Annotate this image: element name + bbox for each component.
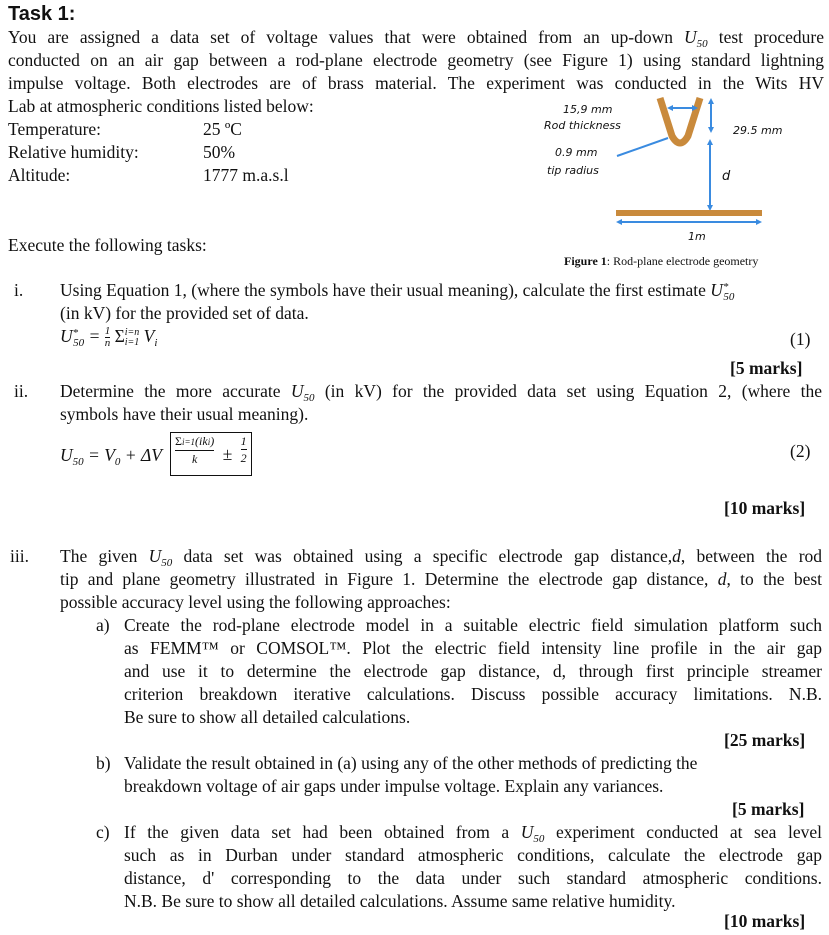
tip-radius-label: tip radius <box>547 164 599 177</box>
condition-temperature-value: 25 ºC <box>203 119 242 139</box>
eq-2-number: (2) <box>790 441 811 461</box>
plane-arrow-left <box>616 219 622 225</box>
u50-star-symbol: $U^*_{50}$ <box>710 280 735 303</box>
figure-caption: Figure 1: Rod-plane electrode geometry <box>564 254 759 268</box>
condition-temperature-label: Temperature: <box>8 119 102 139</box>
equation-1: $U^*_{50}$ = 1 n Σi=n i=1 $V_i$ <box>60 325 158 350</box>
gap-label: d <box>722 169 731 184</box>
item-iii-text-e: , to the best <box>726 569 823 589</box>
intro-text-1: You are assigned a data set of voltage values that were obtained from an up-down <box>8 27 673 47</box>
task-title: Task 1: <box>8 3 76 25</box>
gap-arrow-head-up <box>707 139 713 145</box>
item-iii-line3: possible accuracy level using the following approaches: <box>60 592 451 612</box>
item-iii-a-line5: Be sure to show all detailed calculations. <box>124 707 411 727</box>
item-ii-numeral: ii. <box>14 381 29 401</box>
item-iii-c-line2: such as in Durban under standard atmospheric conditions, calculate the electrode gap <box>124 845 822 865</box>
item-iii-c-text-b: experiment conducted at sea level <box>556 822 822 842</box>
execute-label: Execute the following tasks: <box>8 235 207 255</box>
plane-electrode <box>616 210 762 216</box>
u50-symbol-iii: $U_{50}$ <box>148 546 173 569</box>
item-iii-b-line2: breakdown voltage of air gaps under impulse voltage. Explain any variances. <box>124 776 664 796</box>
item-iii-a-line2: as FEMM™ or COMSOL™. Plot the electric field intensity line profile in the air gap <box>124 638 822 658</box>
intro-line-2: conducted on an air gap between a rod-plane electrode geometry (see Figure 1) using standard lightning <box>8 50 824 70</box>
item-i-line2: (in kV) for the provided set of data. <box>60 303 309 323</box>
rod-electrode <box>660 98 700 143</box>
item-iii-text-c: , between the rod <box>680 546 823 566</box>
item-iii-line2 <box>60 568 822 591</box>
item-iii-text-d: tip and plane geometry illustrated in Figure 1. Determine the electrode gap distance, <box>60 569 709 589</box>
item-iii-c-letter: c) <box>96 822 110 842</box>
item-iii-text-b: data set was obtained using a specific electrode gap distance, <box>183 546 673 566</box>
condition-humidity-label: Relative humidity: <box>8 142 139 162</box>
item-iii-b-letter: b) <box>96 753 111 773</box>
item-i-marks: [5 marks] <box>730 358 803 378</box>
rod-height-value: 29.5 mm <box>733 124 783 137</box>
item-iii-c-text-a: If the given data set had been obtained from a <box>124 822 510 842</box>
u50-symbol-ii: $U_{50}$ <box>290 381 315 404</box>
item-iii-a-line3: and use it to determine the electrode gap distance, d, through first principle streamer <box>124 661 822 681</box>
rod-thickness-label: Rod thickness <box>544 119 621 132</box>
item-iii-c-marks: [10 marks] <box>724 911 806 931</box>
condition-altitude-value: 1777 m.a.s.l <box>203 165 289 185</box>
condition-humidity-value: 50% <box>203 142 236 162</box>
arrow-head-down <box>708 127 714 133</box>
gap-symbol-2: d <box>717 569 727 589</box>
u50-symbol-c: $U_{50}$ <box>520 822 545 845</box>
item-iii-c-line4: N.B. Be sure to show all detailed calculations. Assume same relative humidity. <box>124 891 676 911</box>
tip-radius-value: 0.9 mm <box>555 146 598 159</box>
item-ii-line2: symbols have their usual meaning). <box>60 404 309 424</box>
rod-thickness-value: 15,9 mm <box>563 103 613 116</box>
item-iii-a-marks: [25 marks] <box>724 730 806 750</box>
equation-2: $U_{50} = V_0 + \Delta V$ Σi=1(iki) k ± 1 2 <box>60 432 252 474</box>
item-ii-marks: [10 marks] <box>724 498 806 518</box>
condition-altitude-label: Altitude: <box>8 165 71 185</box>
item-iii-numeral: iii. <box>10 546 29 566</box>
tip-radius-pointer <box>617 138 668 156</box>
item-ii-text-a: Determine the more accurate <box>60 381 281 401</box>
item-iii-a-letter: a) <box>96 615 110 635</box>
arrow-head-up <box>708 98 714 104</box>
gap-symbol-1: d <box>672 546 681 566</box>
item-iii-c-line3: distance, d' corresponding to the data under such standard atmospheric conditions. <box>124 868 822 888</box>
item-ii-text-b: (in kV) for the provided data set using Equation 2, (where the <box>324 381 823 401</box>
item-i-text: Using Equation 1, (where the symbols have their usual meaning), calculate the first estimate <box>60 280 706 300</box>
item-iii-b-marks: [5 marks] <box>732 799 805 819</box>
intro-line-4: Lab at atmospheric conditions listed below: <box>8 96 314 116</box>
intro-text-1b: test procedure <box>718 27 825 47</box>
item-iii-text-a: The given <box>60 546 138 566</box>
item-iii-a-line4: criterion breakdown iterative calculations. Discuss possible accuracy limitations. N.B. <box>124 684 822 704</box>
item-iii-a-line1: Create the rod-plane electrode model in a suitable electric field simulation platform such <box>124 615 822 635</box>
item-iii-b-line1: Validate the result obtained in (a) using any of the other methods of predicting the <box>124 753 698 773</box>
eq-1-number: (1) <box>790 329 811 349</box>
u50-symbol: $U_{50}$ <box>684 27 708 50</box>
plane-arrow-right <box>756 219 762 225</box>
intro-line-3: impulse voltage. Both electrodes are of brass material. The experiment was conducted in the Wits HV <box>8 73 824 93</box>
figure-rod-plane <box>520 96 820 266</box>
item-i-numeral: i. <box>14 280 24 300</box>
plane-width-label: 1m <box>688 230 706 243</box>
arrow-head-left <box>667 105 673 111</box>
